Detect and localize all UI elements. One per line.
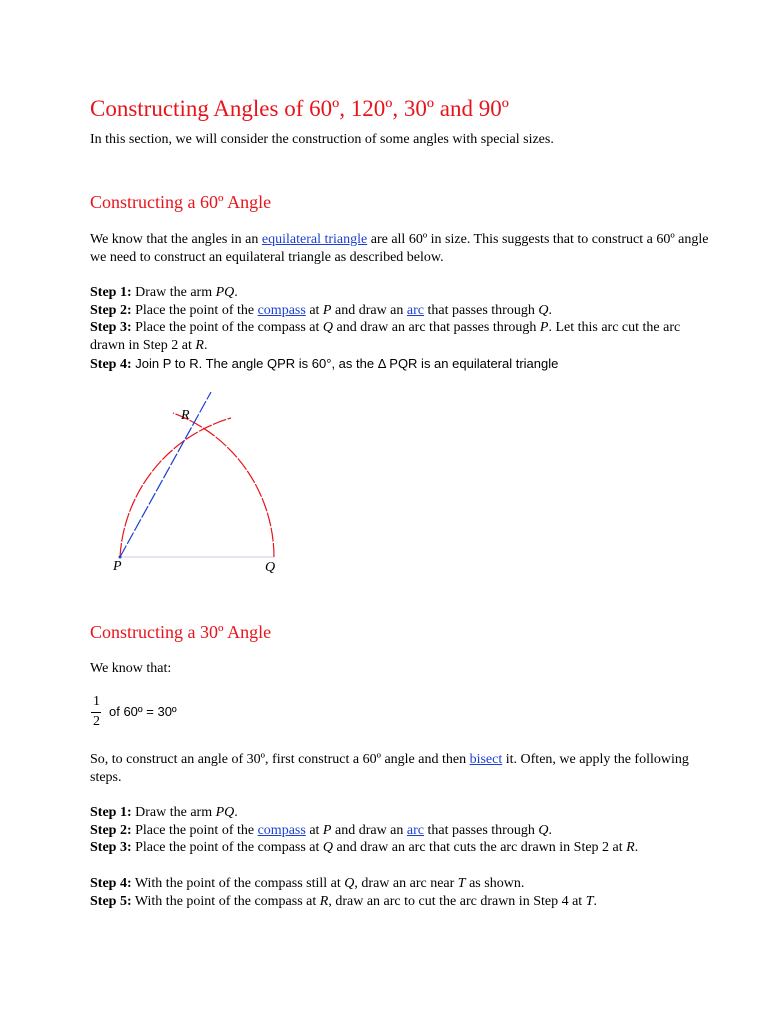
label-q: Q: [265, 560, 276, 575]
fraction-numerator: 1: [93, 694, 100, 709]
paragraph-60-intro: We know that the angles in an equilateral triangle are all 60º in size. This suggests that to construct a 60º angle we need to construct an equilateral triangle as described below.: [90, 232, 709, 265]
heading-30-angle: Constructing a 30º Angle: [90, 622, 272, 642]
construction-figure-60: [108, 390, 298, 582]
fraction-denominator: 2: [93, 714, 100, 729]
line-pr: [120, 392, 211, 557]
step-30-1: Step 1: Draw the arm PQ.: [90, 805, 238, 820]
fraction-rest: of 60º = 30º: [109, 704, 177, 719]
step-30-3: Step 3: Place the point of the compass at Q and draw an arc that cuts the arc drawn in Step 2 at R.: [90, 840, 639, 855]
figure-svg: [108, 390, 298, 582]
link-arc-2[interactable]: arc: [406, 822, 424, 838]
link-compass-2[interactable]: compass: [257, 822, 306, 838]
link-equilateral-triangle[interactable]: equilateral triangle: [261, 232, 368, 247]
step-60-1: Step 1: Draw the arm PQ.: [90, 285, 238, 300]
link-bisect[interactable]: bisect: [469, 752, 503, 767]
step-60-2: Step 2: Place the point of the compass at P and draw an arc that passes through Q.: [90, 302, 552, 318]
step-30-4: Step 4: With the point of the compass still at Q, draw an arc near T as shown.: [90, 876, 525, 891]
paragraph-30-we-know: We know that:: [90, 661, 172, 676]
paragraph-30-bisect: So, to construct an angle of 30º, first construct a 60º angle and then bisect it. Often, we apply the following steps.: [90, 752, 689, 785]
heading-60-angle: Constructing a 60º Angle: [90, 192, 272, 212]
step-60-3: Step 3: Place the point of the compass at Q and draw an arc that passes through P. Let this arc cut the arc drawn in Step 2 at R.: [90, 320, 681, 353]
link-arc[interactable]: arc: [406, 302, 424, 318]
link-compass[interactable]: compass: [257, 302, 306, 318]
page-title: Constructing Angles of 60º, 120º, 30º and 90º: [90, 96, 509, 121]
step-30-2: Step 2: Place the point of the compass at P and draw an arc that passes through Q.: [90, 822, 552, 838]
step-30-5: Step 5: With the point of the compass at R, draw an arc to cut the arc drawn in Step 4 at T.: [90, 893, 597, 909]
step-60-4: Step 4: Join P to R. The angle QPR is 60°, as the Δ PQR is an equilateral triangle: [90, 356, 559, 372]
arc-from-q: [120, 418, 231, 557]
fraction-expression: [90, 694, 210, 734]
label-r: R: [181, 408, 190, 423]
fraction-bar: [91, 712, 101, 713]
label-p: P: [113, 559, 122, 574]
intro-paragraph: In this section, we will consider the construction of some angles with special sizes.: [90, 132, 554, 147]
